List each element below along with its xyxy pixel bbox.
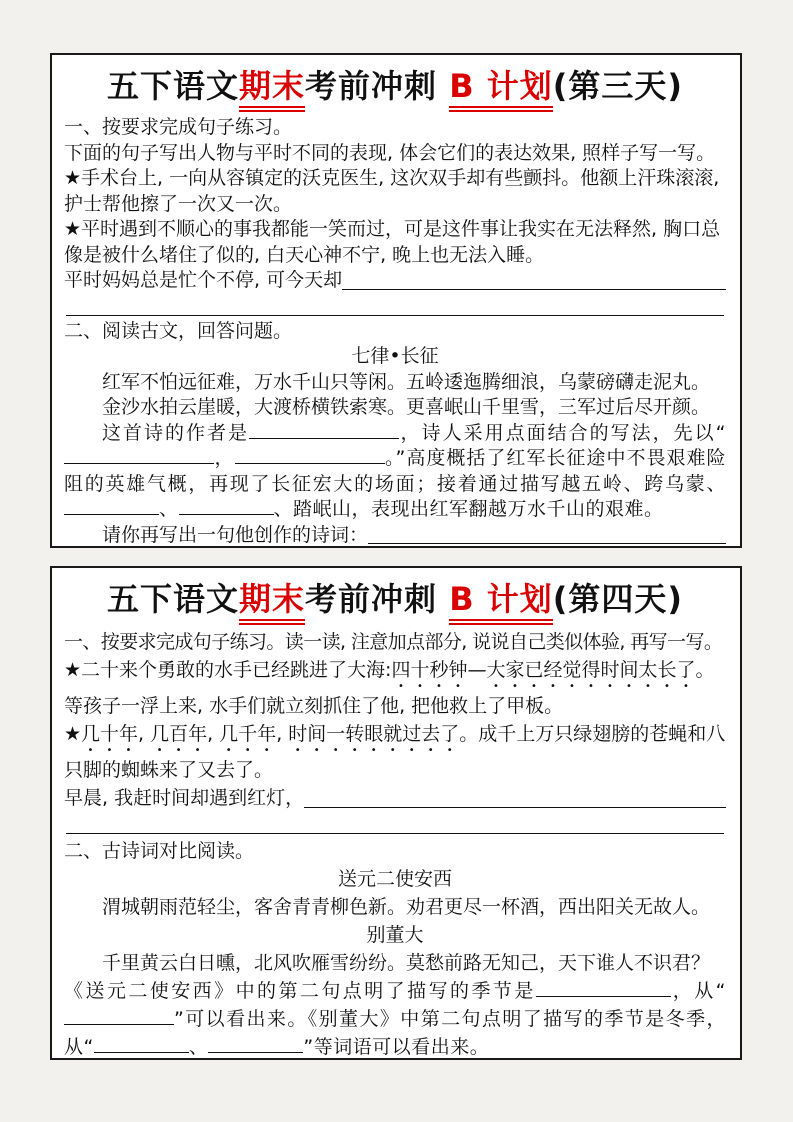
practice-prompt-line bbox=[64, 268, 726, 294]
practice-prompt: 早晨, 我赶时间却遇到红灯， bbox=[64, 787, 305, 809]
answer-blank bbox=[94, 1035, 189, 1053]
title-text-prefix: 五下语文 bbox=[107, 580, 240, 618]
practice-prompt: 平时妈妈总是忙个不停, 可今天却 bbox=[64, 269, 343, 291]
poem-title: 送元二使安西 bbox=[337, 868, 452, 890]
instruction-line: 下面的句子写出人物与平时不同的表现, 体会它们的表达效果, 照样子写一写。 bbox=[64, 141, 716, 164]
example-text: ★ bbox=[64, 723, 82, 745]
answer-blank bbox=[64, 446, 214, 464]
title-highlight-midterm: 期末 bbox=[239, 67, 305, 112]
answer-line bbox=[66, 294, 724, 316]
answer-blank bbox=[64, 1007, 174, 1025]
example-sentence: ★手术台上, 一向从容镇定的沃克医生, 这次双手却有些颤抖。他额上汗珠滚滚, 护士帮他擦了一次又一次。 bbox=[64, 167, 720, 215]
poem-line: 渭城朝雨范轻尘，客舍青青柳色新。劝君更尽一杯酒，西出阳关无故人。 bbox=[102, 896, 711, 918]
example-sentence: 等孩子一浮上来, 水手们就立刻抓住了他, 把他救上了甲板。 bbox=[64, 695, 564, 717]
emphasized-text: 几十年, 几百年, 几千年, 时间一转眼就过去了 bbox=[81, 723, 460, 745]
poem-line: 金沙水拍云崖暖，大渡桥横铁索寒。更喜岷山千里雪，三军过后尽开颜。 bbox=[102, 396, 711, 418]
question-text: 。”高度概括了红军长征途中不畏艰难险阻的英雄气概，再现了长征宏大的场面；接着通过描写越五岭、跨乌蒙、 bbox=[64, 447, 726, 495]
answer-blank bbox=[249, 421, 399, 439]
poem-line: 红军不怕远征难，万水千山只等闲。五岭逶迤腾细浪，乌蒙磅礴走泥丸。 bbox=[102, 370, 711, 393]
title-highlight-plan-b: B 计划 bbox=[449, 580, 553, 625]
answer-blank bbox=[235, 446, 385, 464]
title-highlight-midterm: 期末 bbox=[239, 580, 305, 625]
question-text: ”可以看出来。《别董大》中第二句点明了描写的季节是冬季，从“ bbox=[64, 1008, 726, 1058]
question-text: 、 bbox=[159, 498, 179, 521]
section-heading: 一、按要求完成句子练习。 bbox=[64, 116, 293, 138]
title-text-suffix: (第四天) bbox=[552, 580, 683, 618]
poem-line: 千里黄云白日曛，北风吹雁雪纷纷。莫愁前路无知己，天下谁人不识君？ bbox=[102, 952, 711, 974]
example-text: 。成千上万只绿翅膀的苍蝇和八只脚的蜘蛛来了又去了。 bbox=[64, 723, 726, 781]
example-text: ★二十来个勇敢的水手已经跳进了大海: bbox=[64, 659, 392, 681]
title-highlight-plan-b: B 计划 bbox=[449, 67, 553, 112]
question-text: 、 bbox=[188, 1036, 209, 1058]
title-text-prefix: 五下语文 bbox=[107, 67, 240, 105]
example-sentence bbox=[64, 720, 726, 784]
answer-blank bbox=[179, 497, 274, 515]
answer-blank bbox=[342, 289, 726, 290]
poem-title: 七律•长征 bbox=[351, 345, 439, 367]
question-text: 《送元二使安西》中的第二句点明了描写的季节是 bbox=[64, 980, 536, 1002]
worksheet-panel-day4 bbox=[50, 566, 742, 1060]
example-sentence bbox=[64, 656, 726, 692]
question2-prompt-line bbox=[64, 523, 726, 548]
answer-blank bbox=[304, 807, 726, 808]
panel-title bbox=[64, 66, 726, 106]
title-text-middle: 考前冲刺 bbox=[305, 67, 450, 105]
question-text: ，从“ bbox=[670, 980, 726, 1002]
worksheet-panel-day3 bbox=[50, 53, 742, 548]
question-text: ，诗人采用点面结合的写法，先以 bbox=[399, 421, 716, 444]
emphasized-text: 四十秒钟—大家已经觉得时间太长了。 bbox=[391, 659, 715, 681]
question-text: ， bbox=[214, 447, 235, 470]
title-text-suffix: (第三天) bbox=[552, 67, 683, 105]
question-text: 、踏岷山，表现出红军翻越万水千山的艰难。 bbox=[273, 498, 664, 521]
answer-blank bbox=[64, 497, 159, 515]
title-text-middle: 考前冲刺 bbox=[305, 580, 450, 618]
answer-line bbox=[66, 812, 724, 834]
section-heading: 一、按要求完成句子练习。读一读, 注意加点部分, 说说自己类似体验, 再写一写。 bbox=[64, 631, 723, 653]
practice-prompt-line bbox=[64, 784, 726, 812]
example-sentence: ★平时遇到不顺心的事我都能一笑而过，可是这件事让我实在无法释然, 胸口总像是被什么堵住了似的, 白天心神不宁, 晚上也无法入睡。 bbox=[64, 218, 721, 266]
question-paragraph bbox=[64, 421, 726, 523]
section-heading: 二、古诗词对比阅读。 bbox=[64, 840, 255, 862]
question-text: 这首诗的作者是 bbox=[102, 421, 250, 444]
question2-prompt: 请你再写出一句他创作的诗词： bbox=[102, 523, 369, 546]
question-paragraph bbox=[64, 977, 726, 1060]
question-text: “ bbox=[715, 421, 726, 444]
answer-blank bbox=[368, 543, 726, 544]
answer-blank bbox=[536, 979, 671, 997]
poem-title: 别董大 bbox=[366, 924, 424, 946]
answer-blank bbox=[208, 1035, 303, 1053]
section-heading: 二、阅读古文，回答问题。 bbox=[64, 319, 293, 342]
question-text: ”等词语可以看出来。 bbox=[303, 1036, 490, 1058]
panel-title bbox=[64, 579, 726, 619]
